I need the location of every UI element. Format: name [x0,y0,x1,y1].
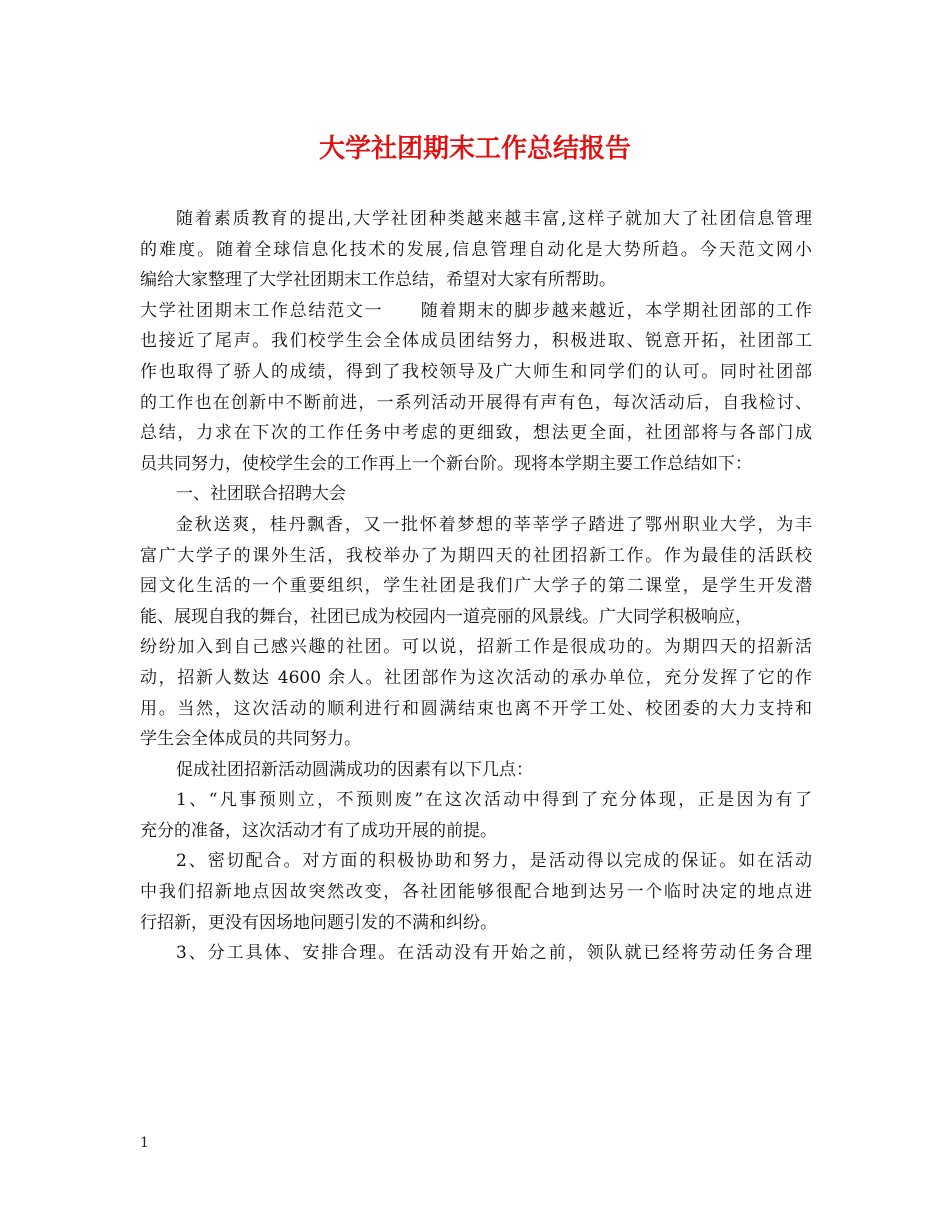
paragraph-line: 员共同努力，使校学生会的工作再上一个新台阶。现将本学期主要工作总结如下： [140,453,752,474]
paragraph-line: 能、展现自我的舞台，社团已成为校园内一道亮丽的风景线。广大同学积极响应， [140,606,752,627]
paragraph-line: 促成社团招新活动圆满成功的因素有以下几点： [176,759,533,780]
paragraph-line: 纷纷加入到自己感兴趣的社团。可以说，招新工作是很成功的。为期四天的招新活 [140,637,812,658]
paragraph-line: 作也取得了骄人的成绩，得到了我校领导及广大师生和同学们的认可。同时社团部 [140,361,812,382]
paragraph-line: 动，招新人数达 4600 余人。社团部作为这次活动的承办单位，充分发挥了它的作 [140,667,812,688]
section-heading: 一、社团联合招聘大会 [176,484,346,505]
paragraph-line: 3、分工具体、安排合理。在活动没有开始之前，领队就已经将劳动任务合理 [176,943,812,964]
paragraph-line: 大学社团期末工作总结范文一 随着期末的脚步越来越近，本学期社团部的工作 [140,300,812,321]
document-title: 大学社团期末工作总结报告 [318,134,631,164]
paragraph-line: 中我们招新地点因故突然改变，各社团能够很配合地到达另一个临时决定的地点进 [140,882,812,903]
paragraph-line: 富广大学子的课外生活，我校举办了为期四天的社团招新工作。作为最佳的活跃校 [140,545,812,566]
paragraph-line: 总结，力求在下次的工作任务中考虑的更细致，想法更全面，社团部将与各部门成 [140,423,812,444]
paragraph-line: 学生会全体成员的共同努力。 [140,729,361,750]
paragraph-line: 的难度。随着全球信息化技术的发展,信息管理自动化是大势所趋。今天范文网小 [140,239,812,260]
paragraph-line: 行招新，更没有因场地问题引发的不满和纠纷。 [140,912,497,933]
paragraph-line: 2、密切配合。对方面的积极协助和努力，是活动得以完成的保证。如在活动 [176,851,812,872]
page-number: 1 [140,1135,149,1151]
paragraph-line: 的工作也在创新中不断前进，一系列活动开展得有声有色，每次活动后，自我检讨、 [140,392,812,413]
paragraph-line: 随着素质教育的提出,大学社团种类越来越丰富,这样子就加大了社团信息管理 [176,209,812,229]
paragraph-line: 充分的准备，这次活动才有了成功开展的前提。 [140,820,497,841]
paragraph-line: 园文化生活的一个重要组织，学生社团是我们广大学子的第二课堂，是学生开发潜 [140,576,812,597]
paragraph-line: 也接近了尾声。我们校学生会全体成员团结努力，积极进取、锐意开拓，社团部工 [140,331,812,352]
paragraph-line: 编给大家整理了大学社团期末工作总结，希望对大家有所帮助。 [140,270,616,291]
document-body [140,204,812,969]
paragraph-line: 金秋送爽，桂丹飘香，又一批怀着梦想的莘莘学子踏进了鄂州职业大学，为丰 [176,514,812,535]
paragraph-line: 1、“凡事预则立，不预则废”在这次活动中得到了充分体现，正是因为有了 [176,790,812,811]
paragraph-line: 用。当然，这次活动的顺利进行和圆满结束也离不开学工处、校团委的大力支持和 [140,698,812,719]
